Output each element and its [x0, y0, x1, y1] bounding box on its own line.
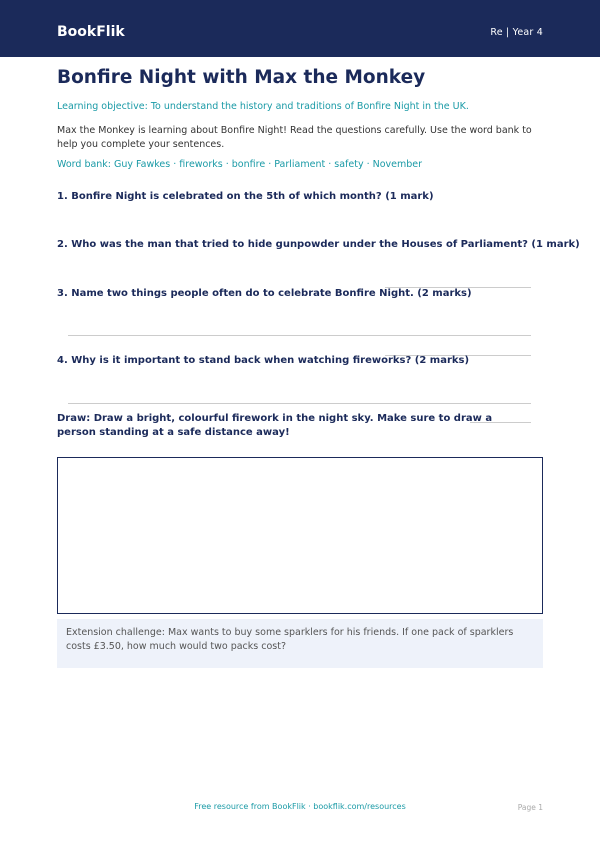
question-3: 3. Name two things people often do to celebrate Bonfire Night. (2 marks)	[57, 288, 472, 299]
footer-source: Free resource from BookFlik · bookflik.com/resources	[194, 802, 406, 811]
worksheet-title: Bonfire Night with Max the Monkey	[57, 67, 426, 88]
learning-objective: Learning objective: To understand the history and traditions of Bonfire Night in the UK.	[57, 101, 469, 112]
question-2: 2. Who was the man that tried to hide gunpowder under the Houses of Parliament? (1 mark)	[57, 239, 580, 250]
extension-challenge: Extension challenge: Max wants to buy some sparklers for his friends. If one pack of sparklers costs £3.50, how much would two packs cost?	[57, 619, 543, 668]
header-meta: Re | Year 4	[490, 27, 543, 38]
answer-line	[68, 403, 531, 404]
page-header	[0, 0, 600, 57]
intro-text: Max the Monkey is learning about Bonfire Night! Read the questions carefully. Use the word bank to help you complete your sentences.	[57, 125, 532, 150]
page-number: Page 1	[517, 803, 543, 812]
draw-prompt: Draw: Draw a bright, colourful firework in the night sky. Make sure to draw a person standing at a safe distance away!	[57, 413, 493, 438]
question-4: 4. Why is it important to stand back when watching fireworks? (2 marks)	[57, 355, 470, 366]
answer-line	[68, 335, 531, 336]
drawing-area[interactable]	[57, 457, 543, 614]
brand-logo-text: BookFlik	[57, 24, 125, 40]
word-bank: Word bank: Guy Fawkes · fireworks · bonfire · Parliament · safety · November	[57, 159, 423, 170]
question-1: 1. Bonfire Night is celebrated on the 5th of which month? (1 mark)	[57, 191, 434, 202]
